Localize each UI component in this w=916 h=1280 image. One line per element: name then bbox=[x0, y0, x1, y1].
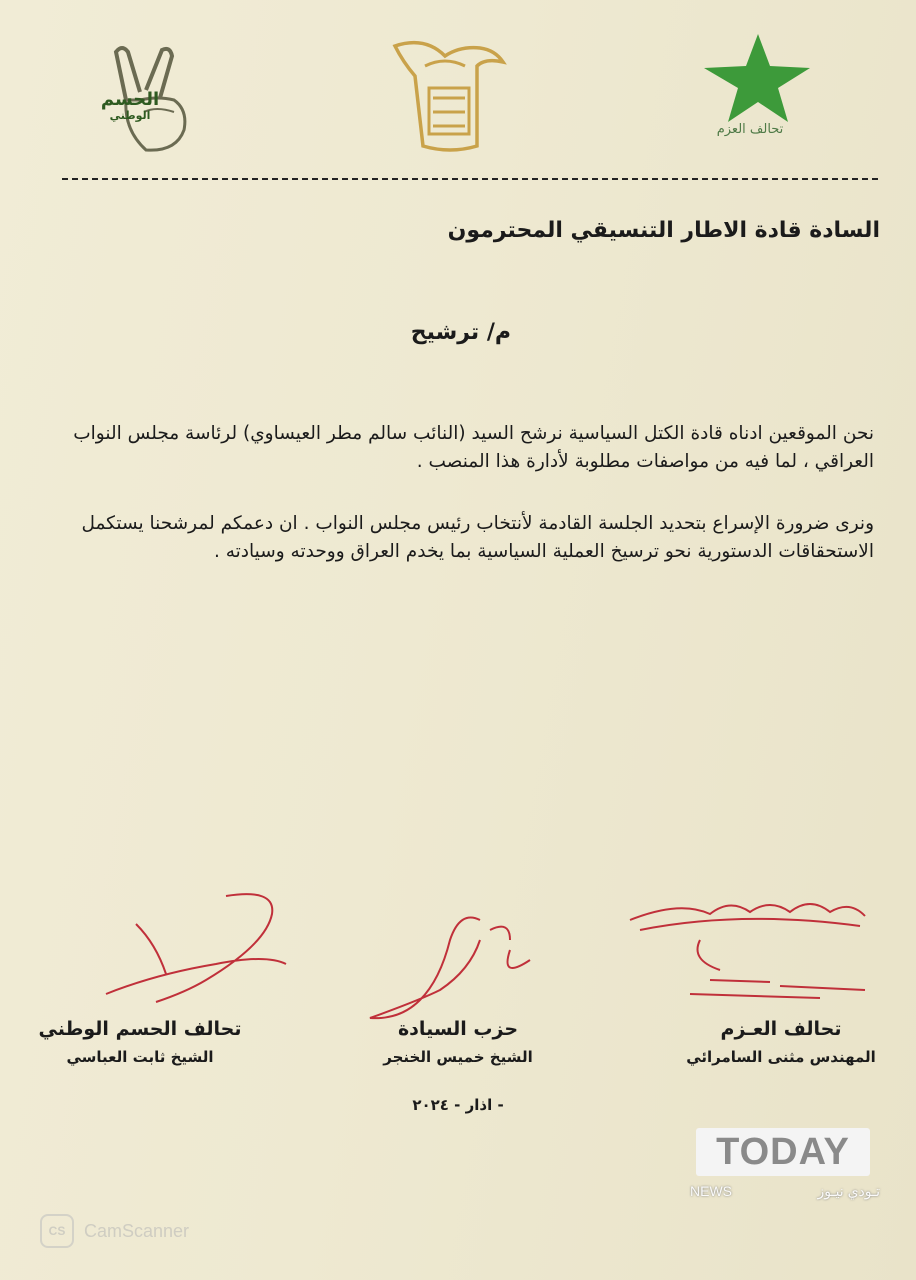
signatory-azm bbox=[676, 1018, 886, 1066]
signatory-hasm bbox=[30, 1018, 250, 1066]
signatory-name: الشيخ ثابت العباسي bbox=[66, 1048, 214, 1066]
star-icon bbox=[690, 30, 820, 130]
camscanner-watermark bbox=[40, 1214, 500, 1248]
siyada-eagle-logo bbox=[385, 26, 515, 156]
signatory-name: الشيخ خميس الخنجر bbox=[383, 1048, 533, 1066]
signatory-siyada bbox=[358, 1018, 558, 1066]
azm-logo-text: تحالف العزم bbox=[716, 122, 784, 137]
eagle-icon bbox=[385, 26, 515, 156]
today-news-subtitle bbox=[690, 1180, 880, 1202]
signatory-party: تحالف العـزم bbox=[720, 1018, 842, 1040]
subject-line: م/ ترشيح bbox=[410, 320, 511, 345]
signature-samarraie bbox=[620, 890, 880, 1010]
today-news-ar: تـودي نيـوز bbox=[817, 1182, 880, 1199]
today-news-en: NEWS bbox=[690, 1183, 732, 1199]
letter-paragraph-2: ونرى ضرورة الإسراع بتحديد الجلسة القادمة لأنتخاب رئيس مجلس النواب . ان دعمكم لمرشحنا يستكمل الاستحقاقات الدستورية نحو ترسيخ العملية السياسية بما يخدم العراق ووحدته وسيادته . bbox=[81, 513, 874, 562]
signatory-party: حزب السيادة bbox=[397, 1018, 519, 1040]
letter-date: - اذار - ٢٠٢٤ bbox=[412, 1096, 504, 1114]
camscanner-icon: CS bbox=[40, 1214, 74, 1248]
today-news-watermark: TODAY bbox=[696, 1128, 870, 1176]
header-divider bbox=[62, 178, 878, 180]
signature-abbasi bbox=[96, 884, 296, 1014]
signatory-name: المهندس مثنى السامرائي bbox=[686, 1048, 876, 1066]
camscanner-text: CamScanner bbox=[84, 1220, 190, 1241]
signatory-party: تحالف الحسم الوطني bbox=[38, 1018, 242, 1040]
signature-khanjar bbox=[360, 900, 560, 1030]
hasm-watani-logo-text: الحسم الوطني bbox=[100, 89, 160, 122]
addressee: السادة قادة الاطار التنسيقي المحترمون bbox=[447, 218, 880, 243]
letter-paragraph-1: نحن الموقعين ادناه قادة الكتل السياسية نرشح السيد (النائب سالم مطر العيساوي) لرئاسة مجلس النواب العراقي ، لما فيه من مواصفات مطلوبة لأدارة هذا المنصب . bbox=[73, 423, 874, 472]
